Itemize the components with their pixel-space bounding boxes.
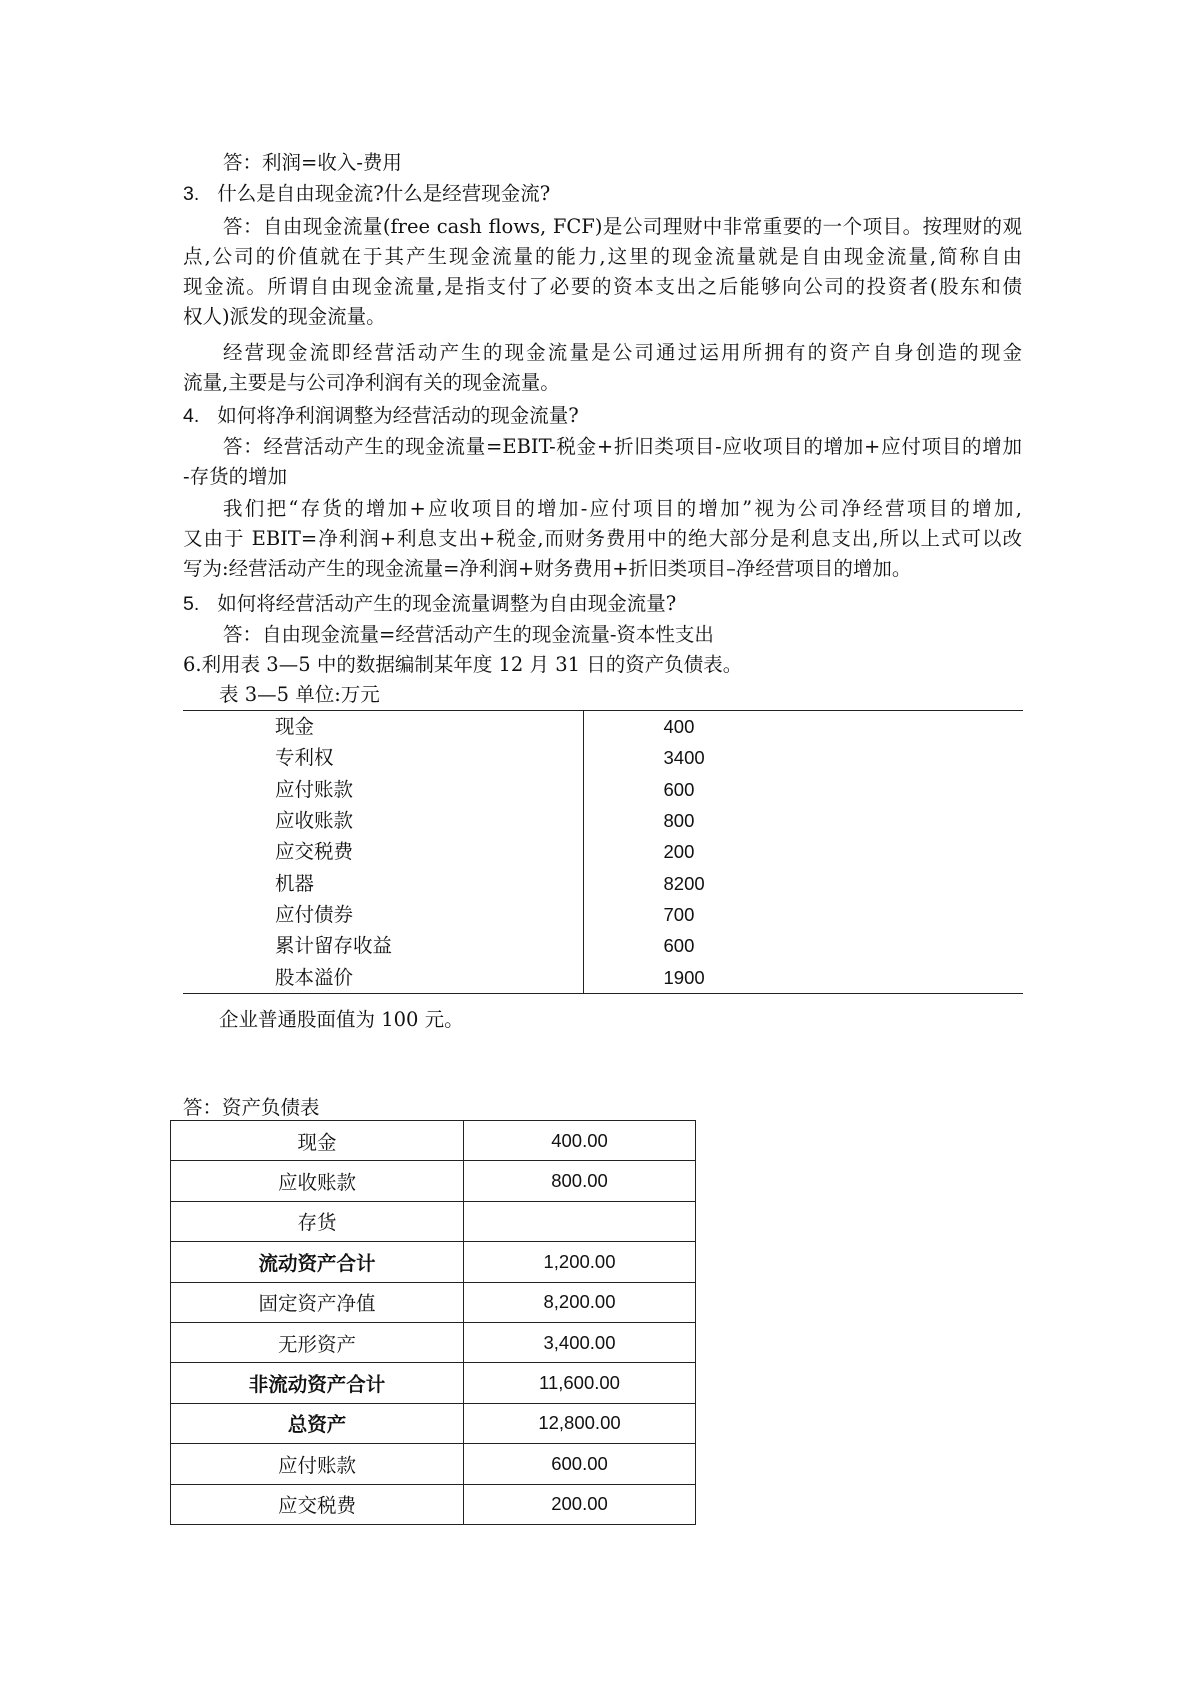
table-caption: 表 3—5 单位:万元 (219, 683, 380, 706)
table-row (183, 742, 1023, 773)
table-row (171, 1444, 696, 1484)
text-line: 权人)派发的现金流量。 (183, 305, 386, 328)
text-line: 经营现金流即经营活动产生的现金流量是公司通过运用所拥有的资产自身创造的现金 (223, 341, 1022, 364)
table-cell-value: 3400 (663, 747, 705, 769)
text-line: 点,公司的价值就在于其产生现金流量的能力,这里的现金流量就是自由现金流量,简称自由 (183, 245, 1022, 268)
question-4-text: 如何将净利润调整为经营活动的现金流量? (217, 404, 579, 427)
table-cell-value: 1900 (663, 966, 705, 988)
table-cell-item: 非流动资产合计 (171, 1363, 464, 1403)
table-row (183, 930, 1023, 961)
text-line: 我们把“存货的增加+应收项目的增加-应付项目的增加”视为公司净经营项目的增加, (223, 497, 1022, 520)
table-cell-value: 1,200.00 (464, 1242, 696, 1282)
table-cell-value: 600.00 (464, 1444, 696, 1484)
table-cell-value: 800.00 (464, 1161, 696, 1201)
text-line: -存货的增加 (183, 465, 288, 488)
table-cell-value: 400 (663, 716, 695, 738)
table-cell-value: 3,400.00 (464, 1322, 696, 1362)
table-cell-item: 流动资产合计 (171, 1242, 464, 1282)
table-cell-value: 800 (663, 810, 695, 832)
question-3-number: 3. (183, 183, 200, 205)
table-cell-item: 应收账款 (183, 805, 583, 836)
table-cell-item: 无形资产 (171, 1322, 464, 1362)
table-cell-item: 机器 (183, 867, 583, 898)
table-cell-value: 600 (663, 935, 695, 957)
table-cell-value: 8200 (663, 872, 705, 894)
table-row (171, 1484, 696, 1524)
table-cell-value (464, 1201, 696, 1241)
table-row (183, 711, 1023, 743)
answer-5-text: 答：自由现金流量=经营活动产生的现金流量-资本性支出 (223, 623, 714, 646)
table-row (183, 774, 1023, 805)
table-row (183, 805, 1023, 836)
question-5-text: 如何将经营活动产生的现金流量调整为自由现金流量? (217, 592, 677, 615)
table-row (183, 867, 1023, 898)
text-line: 写为:经营活动产生的现金流量=净利润+财务费用+折旧类项目–净经营项目的增加。 (183, 557, 912, 580)
text-line: 现金流。所谓自由现金流量,是指支付了必要的资本支出之后能够向公司的投资者(股东和债 (183, 275, 1022, 298)
table-cell-value: 200.00 (464, 1484, 696, 1524)
text-line: 答：经营活动产生的现金流量=EBIT-税金+折旧类项目-应收项目的增加+应付项目的增加 (223, 435, 1022, 458)
answer-2-text: 答：利润=收入-费用 (223, 151, 402, 174)
table-cell-item: 现金 (183, 711, 583, 743)
answer-3-paragraph-1 (183, 212, 1022, 332)
table-cell-item: 应交税费 (171, 1484, 464, 1524)
table-row (171, 1322, 696, 1362)
table-cell-item: 累计留存收益 (183, 930, 583, 961)
table-cell-item: 应收账款 (171, 1161, 464, 1201)
table-cell-item: 现金 (171, 1121, 464, 1161)
table-note: 企业普通股面值为 100 元。 (219, 1008, 464, 1031)
table-cell-value: 12,800.00 (464, 1403, 696, 1443)
table-cell-value: 11,600.00 (464, 1363, 696, 1403)
question-5 (183, 589, 676, 619)
table-cell-value: 400.00 (464, 1121, 696, 1161)
table-row (183, 961, 1023, 993)
balance-sheet-table (170, 1120, 696, 1525)
text-line: 又由于 EBIT=净利润+利息支出+税金,而财务费用中的绝大部分是利息支出,所以上式可以改 (183, 527, 1022, 550)
data-table-3-5 (183, 710, 1023, 994)
table-cell-item: 应付账款 (183, 774, 583, 805)
table-cell-item: 应付账款 (171, 1444, 464, 1484)
table-cell-value: 600 (663, 778, 695, 800)
table-cell-item: 应付债券 (183, 899, 583, 930)
answer-4-paragraph-2 (183, 494, 1022, 584)
table-cell-item: 专利权 (183, 742, 583, 773)
table-row (183, 899, 1023, 930)
table-cell-item: 应交税费 (183, 836, 583, 867)
table-row (171, 1242, 696, 1282)
table-row (171, 1403, 696, 1443)
table-cell-item: 股本溢价 (183, 961, 583, 993)
question-6-text: 6.利用表 3—5 中的数据编制某年度 12 月 31 日的资产负债表。 (183, 653, 743, 676)
answer-3-paragraph-2 (183, 338, 1022, 398)
question-4-number: 4. (183, 405, 200, 427)
table-row (171, 1121, 696, 1161)
table-cell-item: 存货 (171, 1201, 464, 1241)
question-3 (183, 179, 550, 209)
table-row (171, 1363, 696, 1403)
text-line: 答：自由现金流量(free cash flows, FCF)是公司理财中非常重要的一个项目。按理财的观 (223, 215, 1022, 238)
question-3-text: 什么是自由现金流?什么是经营现金流? (217, 182, 551, 205)
answer-6-label: 答：资产负债表 (183, 1096, 320, 1119)
table-cell-value: 8,200.00 (464, 1282, 696, 1322)
table-row (171, 1161, 696, 1201)
text-line: 流量,主要是与公司净利润有关的现金流量。 (183, 371, 560, 394)
table-row (171, 1282, 696, 1322)
table-cell-item: 总资产 (171, 1403, 464, 1443)
table-row (183, 836, 1023, 867)
table-cell-value: 700 (663, 903, 695, 925)
table-cell-value: 200 (663, 841, 695, 863)
table-row (171, 1201, 696, 1241)
question-4 (183, 401, 579, 431)
table-cell-item: 固定资产净值 (171, 1282, 464, 1322)
question-5-number: 5. (183, 593, 200, 615)
answer-4-paragraph-1 (183, 432, 1022, 492)
